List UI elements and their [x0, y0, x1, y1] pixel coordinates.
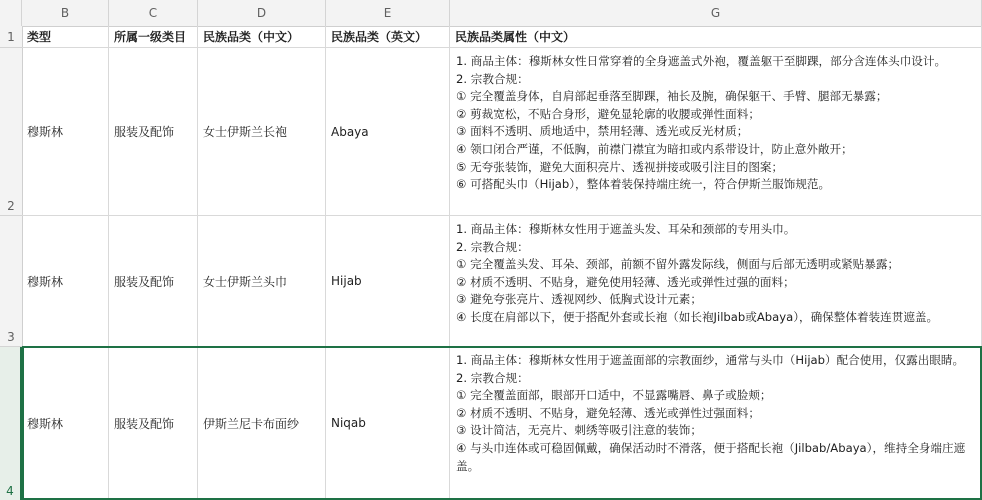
cell-b2[interactable]: 穆斯林 — [22, 48, 109, 216]
column-header-c[interactable]: C — [109, 0, 198, 26]
cell-c3[interactable]: 服装及配饰 — [109, 216, 198, 347]
cell-e3[interactable]: Hijab — [326, 216, 450, 347]
cell-c2[interactable]: 服装及配饰 — [109, 48, 198, 216]
cell-e4[interactable]: Niqab — [326, 347, 450, 500]
row-header-bar — [0, 26, 23, 500]
cell-g4[interactable]: 1. 商品主体：穆斯林女性用于遮盖面部的宗教面纱，通常与头巾（Hijab）配合使用，仅露出眼睛。 2. 宗教合规： ① 完全覆盖面部，眼部开口适中，不显露嘴唇、鼻子或脸颊； ② 材质不透明、不贴身，避免轻薄、透光或弹性过强面料； ③ 设计简洁，无亮片、刺绣等吸引注意的装饰； ④ 与头巾连体或可稳固佩戴，确保活动时不滑落，便于搭配长袍（Jilbab/Abaya），维持全身端庄遮盖。 — [450, 347, 982, 500]
cell-e1[interactable]: 民族品类（英文） — [326, 26, 450, 48]
row-header-2[interactable]: 2 — [0, 48, 22, 216]
column-header-g[interactable]: G — [450, 0, 982, 26]
cell-d3[interactable]: 女士伊斯兰头巾 — [198, 216, 326, 347]
cell-b4[interactable]: 穆斯林 — [22, 347, 109, 500]
cell-c4[interactable]: 服装及配饰 — [109, 347, 198, 500]
column-header-e[interactable]: E — [326, 0, 450, 26]
column-header-b[interactable]: B — [22, 0, 109, 26]
row-header-3[interactable]: 3 — [0, 216, 22, 347]
cell-d2[interactable]: 女士伊斯兰长袍 — [198, 48, 326, 216]
cell-e2[interactable]: Abaya — [326, 48, 450, 216]
select-all-corner[interactable] — [0, 0, 22, 26]
cell-d1[interactable]: 民族品类（中文） — [198, 26, 326, 48]
column-header-d[interactable]: D — [198, 0, 326, 26]
cell-d4[interactable]: 伊斯兰尼卡布面纱 — [198, 347, 326, 500]
cell-b3[interactable]: 穆斯林 — [22, 216, 109, 347]
row-header-4[interactable]: 4 — [0, 347, 22, 500]
cell-g2[interactable]: 1. 商品主体：穆斯林女性日常穿着的全身遮盖式外袍，覆盖躯干至脚踝，部分含连体头巾设计。 2. 宗教合规： ① 完全覆盖身体，自肩部起垂落至脚踝，袖长及腕，确保躯干、手臂、腿部无暴露； ② 剪裁宽松，不贴合身形，避免显轮廓的收腰或弹性面料； ③ 面料不透明、质地适中，禁用轻薄、透光或反光材质； ④ 领口闭合严谨，不低胸，前襟门襟宜为暗扣或内系带设计，防止意外敞开； ⑤ 无夸张装饰，避免大面积亮片、透视拼接或吸引注目的图案； ⑥ 可搭配头巾（Hijab），整体着装保持端庄统一，符合伊斯兰服饰规范。 — [450, 48, 982, 216]
cell-c1[interactable]: 所属一级类目 — [109, 26, 198, 48]
row-header-1[interactable]: 1 — [0, 26, 22, 48]
cell-g3[interactable]: 1. 商品主体：穆斯林女性用于遮盖头发、耳朵和颈部的专用头巾。 2. 宗教合规： ① 完全覆盖头发、耳朵、颈部，前额不留外露发际线，侧面与后部无透明或紧贴暴露； ② 材质不透明、不贴身，避免使用轻薄、透光或弹性过强的面料； ③ 避免夸张亮片、透视网纱、低胸式设计元素； ④ 长度在肩部以下，便于搭配外套或长袍（如长袍Jilbab或Abaya），确保整体着装连贯遮盖。 — [450, 216, 982, 347]
cell-b1[interactable]: 类型 — [22, 26, 109, 48]
column-header-bar — [0, 0, 982, 27]
cell-g1[interactable]: 民族品类属性（中文） — [450, 26, 982, 48]
